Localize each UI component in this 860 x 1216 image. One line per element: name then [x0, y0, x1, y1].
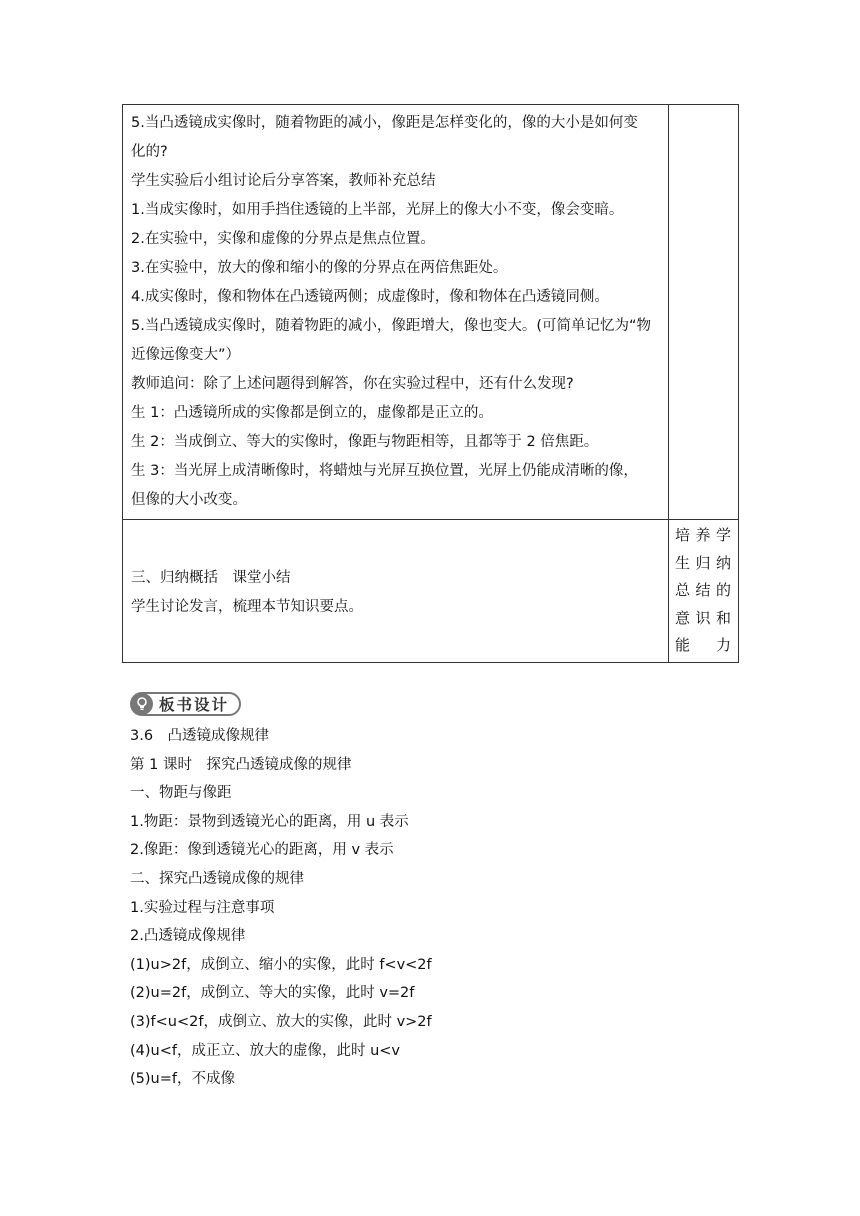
board-line: 3.6 凸透镜成像规律: [130, 728, 270, 744]
board-design-title: 板书设计: [159, 696, 230, 714]
text-line: 近像远像变大”）: [131, 347, 241, 363]
discussion-text: [123, 105, 668, 519]
text-line: 生 1：凸透镜所成的实像都是倒立的，虚像都是正立的。: [131, 405, 493, 421]
goal-line: 能力: [675, 636, 734, 654]
board-line: 2.凸透镜成像规律: [130, 928, 246, 945]
main-cell: [123, 105, 669, 520]
board-line: (4)u<f，成正立、放大的虚像，此时 u<v: [130, 1042, 401, 1059]
board-line: 二、探究凸透镜成像的规律: [130, 870, 304, 887]
board-line: (2)u=2f，成倒立、等大的实像，此时 v=2f: [130, 985, 415, 1002]
text-line: 4.成实像时，像和物体在凸透镜两侧；成虚像时，像和物体在凸透镜同侧。: [131, 289, 609, 305]
goal-text: [669, 520, 738, 662]
text-line: 但像的大小改变。: [131, 492, 247, 508]
board-line: (1)u>2f，成倒立、缩小的实像，此时 f<v<2f: [130, 956, 432, 973]
text-line: 化的?: [131, 144, 168, 160]
goal-line: 生归纳: [675, 553, 734, 572]
table-row-summary: [123, 520, 739, 663]
text-line: 生 3：当光屏上成清晰像时，将蜡烛与光屏互换位置，光屏上仍能成清晰的像，: [131, 463, 638, 479]
goal-line: 总结的: [675, 581, 734, 599]
board-line: (5)u=f，不成像: [130, 1071, 235, 1088]
lightbulb-icon: [131, 693, 153, 715]
text-line: 学生实验后小组讨论后分享答案，教师补充总结: [131, 173, 436, 189]
board-line: (3)f<u<2f，成倒立、放大的实像，此时 v>2f: [130, 1013, 432, 1030]
side-cell-goal: [669, 520, 739, 663]
text-line: 三、归纳概括 课堂小结: [131, 570, 291, 586]
text-line: 2.在实验中，实像和虚像的分界点是焦点位置。: [131, 231, 435, 247]
goal-line: 意识和: [675, 608, 734, 627]
side-cell-empty: [669, 105, 739, 520]
text-line: 5.当凸透镜成实像时，随着物距的减小，像距是怎样变化的，像的大小是如何变: [131, 115, 638, 131]
board-line: 一、物距与像距: [130, 785, 232, 802]
summary-text: [123, 520, 668, 622]
text-line: 3.在实验中，放大的像和缩小的像的分界点在两倍焦距处。: [131, 260, 508, 276]
table-row-discussion: [123, 105, 739, 520]
board-content: [130, 722, 750, 1094]
board-design-section: [130, 692, 750, 1094]
goal-line: 培养学: [675, 526, 734, 544]
board-line: 1.物距：景物到透镜光心的距离，用 u 表示: [130, 813, 409, 830]
board-line: 第 1 课时 探究凸透镜成像的规律: [130, 756, 352, 773]
board-line: 1.实验过程与注意事项: [130, 899, 275, 916]
board-design-badge: [130, 692, 241, 716]
text-line: 学生讨论发言，梳理本节知识要点。: [131, 599, 363, 615]
text-line: 5.当凸透镜成实像时，随着物距的减小，像距增大，像也变大。(可简单记忆为“物: [131, 318, 652, 334]
text-line: 1.当成实像时，如用手挡住透镜的上半部，光屏上的像大小不变，像会变暗。: [131, 202, 624, 218]
board-line: 2.像距：像到透镜光心的距离，用 v 表示: [130, 842, 394, 859]
lesson-table: [122, 104, 739, 663]
summary-cell: [123, 520, 669, 663]
text-line: 教师追问：除了上述问题得到解答，你在实验过程中，还有什么发现?: [131, 376, 574, 392]
text-line: 生 2：当成倒立、等大的实像时，像距与物距相等，且都等于 2 倍焦距。: [131, 434, 599, 450]
